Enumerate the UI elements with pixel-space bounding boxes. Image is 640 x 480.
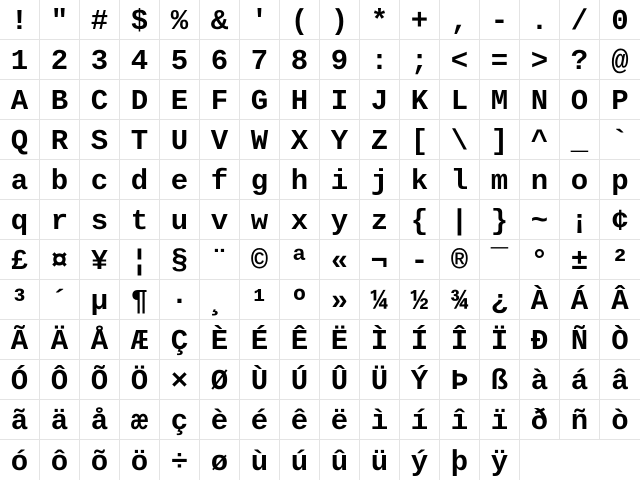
glyph-cell: M xyxy=(480,80,520,120)
glyph-cell: þ xyxy=(440,440,480,480)
glyph-cell: ¢ xyxy=(600,200,640,240)
glyph-cell: ¸ xyxy=(200,280,240,320)
glyph-cell: T xyxy=(120,120,160,160)
glyph-cell: ¡ xyxy=(560,200,600,240)
glyph-cell: { xyxy=(400,200,440,240)
glyph-row xyxy=(0,200,640,240)
glyph-cell: z xyxy=(360,200,400,240)
glyph-cell: \ xyxy=(440,120,480,160)
glyph-cell: N xyxy=(520,80,560,120)
glyph-row xyxy=(0,440,640,480)
glyph-cell: æ xyxy=(120,400,160,440)
glyph-cell: ½ xyxy=(400,280,440,320)
glyph-cell: P xyxy=(600,80,640,120)
glyph-row xyxy=(0,320,640,360)
glyph-row xyxy=(0,240,640,280)
glyph-cell: ç xyxy=(160,400,200,440)
glyph-cell: Ö xyxy=(120,360,160,400)
glyph-cell: ! xyxy=(0,0,40,40)
glyph-cell: / xyxy=(560,0,600,40)
glyph-cell: r xyxy=(40,200,80,240)
glyph-row xyxy=(0,40,640,80)
glyph-cell: h xyxy=(280,160,320,200)
glyph-cell: = xyxy=(480,40,520,80)
glyph-cell: O xyxy=(560,80,600,120)
glyph-cell: d xyxy=(120,160,160,200)
glyph-cell: » xyxy=(320,280,360,320)
glyph-cell: ¼ xyxy=(360,280,400,320)
glyph-cell: 1 xyxy=(0,40,40,80)
glyph-cell: Ø xyxy=(200,360,240,400)
glyph-cell: Ý xyxy=(400,360,440,400)
glyph-cell: É xyxy=(240,320,280,360)
glyph-cell: R xyxy=(40,120,80,160)
glyph-cell: Ê xyxy=(280,320,320,360)
glyph-cell: E xyxy=(160,80,200,120)
glyph-cell: Ë xyxy=(320,320,360,360)
glyph-cell: ¶ xyxy=(120,280,160,320)
glyph-cell: S xyxy=(80,120,120,160)
glyph-cell: 4 xyxy=(120,40,160,80)
glyph-cell: k xyxy=(400,160,440,200)
glyph-row xyxy=(0,360,640,400)
glyph-cell: ( xyxy=(280,0,320,40)
glyph-cell: x xyxy=(280,200,320,240)
glyph-cell: X xyxy=(280,120,320,160)
glyph-cell: " xyxy=(40,0,80,40)
glyph-cell: Ä xyxy=(40,320,80,360)
glyph-cell: ª xyxy=(280,240,320,280)
glyph-cell: t xyxy=(120,200,160,240)
glyph-cell: ì xyxy=(360,400,400,440)
glyph-cell: ® xyxy=(440,240,480,280)
glyph-row xyxy=(0,400,640,440)
glyph-cell: } xyxy=(480,200,520,240)
glyph-cell: ´ xyxy=(40,280,80,320)
glyph-cell: â xyxy=(600,360,640,400)
glyph-cell: , xyxy=(440,0,480,40)
glyph-cell: © xyxy=(240,240,280,280)
glyph-cell: m xyxy=(480,160,520,200)
glyph-cell: Å xyxy=(80,320,120,360)
glyph-cell: ¥ xyxy=(80,240,120,280)
glyph-cell: K xyxy=(400,80,440,120)
glyph-cell: õ xyxy=(80,440,120,480)
glyph-cell: È xyxy=(200,320,240,360)
glyph-cell: 5 xyxy=(160,40,200,80)
glyph-cell: n xyxy=(520,160,560,200)
glyph-cell: ' xyxy=(240,0,280,40)
glyph-cell: L xyxy=(440,80,480,120)
glyph-cell: l xyxy=(440,160,480,200)
glyph-cell: 9 xyxy=(320,40,360,80)
glyph-cell: # xyxy=(80,0,120,40)
glyph-cell: ^ xyxy=(520,120,560,160)
glyph-cell: Ñ xyxy=(560,320,600,360)
glyph-cell: ; xyxy=(400,40,440,80)
glyph-cell: ú xyxy=(280,440,320,480)
glyph-cell: s xyxy=(80,200,120,240)
glyph-cell: Ò xyxy=(600,320,640,360)
glyph-cell: ¯ xyxy=(480,240,520,280)
glyph-cell: ø xyxy=(200,440,240,480)
glyph-cell: & xyxy=(200,0,240,40)
glyph-cell: 2 xyxy=(40,40,80,80)
glyph-cell: j xyxy=(360,160,400,200)
glyph-cell: G xyxy=(240,80,280,120)
glyph-cell: c xyxy=(80,160,120,200)
glyph-cell: Ç xyxy=(160,320,200,360)
glyph-cell: Y xyxy=(320,120,360,160)
glyph-row xyxy=(0,0,640,40)
glyph-cell: ÿ xyxy=(480,440,520,480)
glyph-cell: ù xyxy=(240,440,280,480)
glyph-cell: v xyxy=(200,200,240,240)
glyph-cell: Ù xyxy=(240,360,280,400)
glyph-cell: W xyxy=(240,120,280,160)
glyph-cell: Þ xyxy=(440,360,480,400)
glyph-cell: Ó xyxy=(0,360,40,400)
glyph-cell: û xyxy=(320,440,360,480)
glyph-cell: B xyxy=(40,80,80,120)
glyph-cell: 6 xyxy=(200,40,240,80)
glyph-cell: b xyxy=(40,160,80,200)
glyph-cell: . xyxy=(520,0,560,40)
glyph-row xyxy=(0,80,640,120)
glyph-cell: p xyxy=(600,160,640,200)
glyph-cell: @ xyxy=(600,40,640,80)
glyph-cell: ~ xyxy=(520,200,560,240)
glyph-cell: - xyxy=(400,240,440,280)
glyph-row xyxy=(0,120,640,160)
glyph-cell: ô xyxy=(40,440,80,480)
glyph-cell: è xyxy=(200,400,240,440)
glyph-cell: Z xyxy=(360,120,400,160)
glyph-cell: w xyxy=(240,200,280,240)
glyph-cell: Ì xyxy=(360,320,400,360)
glyph-cell: ß xyxy=(480,360,520,400)
glyph-cell: Î xyxy=(440,320,480,360)
glyph-cell: U xyxy=(160,120,200,160)
glyph-cell: ë xyxy=(320,400,360,440)
glyph-cell: Â xyxy=(600,280,640,320)
glyph-cell: ÷ xyxy=(160,440,200,480)
glyph-cell: + xyxy=(400,0,440,40)
glyph-cell: [ xyxy=(400,120,440,160)
glyph-cell: o xyxy=(560,160,600,200)
glyph-cell: ü xyxy=(360,440,400,480)
glyph-cell: × xyxy=(160,360,200,400)
glyph-row xyxy=(0,280,640,320)
glyph-cell: ± xyxy=(560,240,600,280)
glyph-cell: A xyxy=(0,80,40,120)
glyph-cell: Ï xyxy=(480,320,520,360)
glyph-cell: ¦ xyxy=(120,240,160,280)
glyph-cell: Q xyxy=(0,120,40,160)
glyph-cell: ¤ xyxy=(40,240,80,280)
glyph-cell: _ xyxy=(560,120,600,160)
glyph-cell: 0 xyxy=(600,0,640,40)
glyph-cell: ` xyxy=(600,120,640,160)
glyph-cell: ï xyxy=(480,400,520,440)
glyph-cell: ) xyxy=(320,0,360,40)
glyph-cell: e xyxy=(160,160,200,200)
glyph-cell: J xyxy=(360,80,400,120)
glyph-cell: Ô xyxy=(40,360,80,400)
glyph-cell: § xyxy=(160,240,200,280)
glyph-row xyxy=(0,160,640,200)
glyph-cell: ð xyxy=(520,400,560,440)
glyph-cell: Ú xyxy=(280,360,320,400)
glyph-cell: $ xyxy=(120,0,160,40)
glyph-cell: Á xyxy=(560,280,600,320)
glyph-cell: i xyxy=(320,160,360,200)
glyph-cell: : xyxy=(360,40,400,80)
glyph-cell: ? xyxy=(560,40,600,80)
glyph-cell: ö xyxy=(120,440,160,480)
glyph-cell: ý xyxy=(400,440,440,480)
glyph-cell: > xyxy=(520,40,560,80)
glyph-cell: ñ xyxy=(560,400,600,440)
glyph-cell: - xyxy=(480,0,520,40)
glyph-cell: Ü xyxy=(360,360,400,400)
glyph-cell: a xyxy=(0,160,40,200)
glyph-cell: ¬ xyxy=(360,240,400,280)
glyph-cell: 3 xyxy=(80,40,120,80)
glyph-cell: g xyxy=(240,160,280,200)
glyph-cell: º xyxy=(280,280,320,320)
glyph-cell: | xyxy=(440,200,480,240)
glyph-cell: ³ xyxy=(0,280,40,320)
glyph-cell: Õ xyxy=(80,360,120,400)
glyph-cell: å xyxy=(80,400,120,440)
glyph-cell: Æ xyxy=(120,320,160,360)
glyph-cell: f xyxy=(200,160,240,200)
glyph-cell: ä xyxy=(40,400,80,440)
glyph-cell: Û xyxy=(320,360,360,400)
glyph-cell: ¾ xyxy=(440,280,480,320)
glyph-cell: Ã xyxy=(0,320,40,360)
glyph-cell: · xyxy=(160,280,200,320)
glyph-cell: £ xyxy=(0,240,40,280)
glyph-cell: ° xyxy=(520,240,560,280)
glyph-cell: y xyxy=(320,200,360,240)
glyph-cell: ² xyxy=(600,240,640,280)
glyph-cell: Ð xyxy=(520,320,560,360)
glyph-cell: D xyxy=(120,80,160,120)
glyph-cell: ] xyxy=(480,120,520,160)
glyph-cell: % xyxy=(160,0,200,40)
glyph-cell: ê xyxy=(280,400,320,440)
glyph-cell: À xyxy=(520,280,560,320)
glyph-cell: ¿ xyxy=(480,280,520,320)
glyph-cell: C xyxy=(80,80,120,120)
glyph-cell: ò xyxy=(600,400,640,440)
glyph-cell: ¨ xyxy=(200,240,240,280)
glyph-cell: 7 xyxy=(240,40,280,80)
glyph-cell: q xyxy=(0,200,40,240)
glyph-cell: î xyxy=(440,400,480,440)
glyph-cell: H xyxy=(280,80,320,120)
glyph-cell: í xyxy=(400,400,440,440)
glyph-cell: ¹ xyxy=(240,280,280,320)
glyph-cell: Í xyxy=(400,320,440,360)
glyph-cell: I xyxy=(320,80,360,120)
glyph-cell: « xyxy=(320,240,360,280)
glyph-cell: á xyxy=(560,360,600,400)
glyph-cell: à xyxy=(520,360,560,400)
glyph-cell: é xyxy=(240,400,280,440)
glyph-cell: u xyxy=(160,200,200,240)
glyph-cell: 8 xyxy=(280,40,320,80)
glyph-cell: ó xyxy=(0,440,40,480)
glyph-cell: ã xyxy=(0,400,40,440)
glyph-cell: F xyxy=(200,80,240,120)
glyph-cell: µ xyxy=(80,280,120,320)
glyph-cell: < xyxy=(440,40,480,80)
glyph-cell: V xyxy=(200,120,240,160)
glyph-cell: * xyxy=(360,0,400,40)
